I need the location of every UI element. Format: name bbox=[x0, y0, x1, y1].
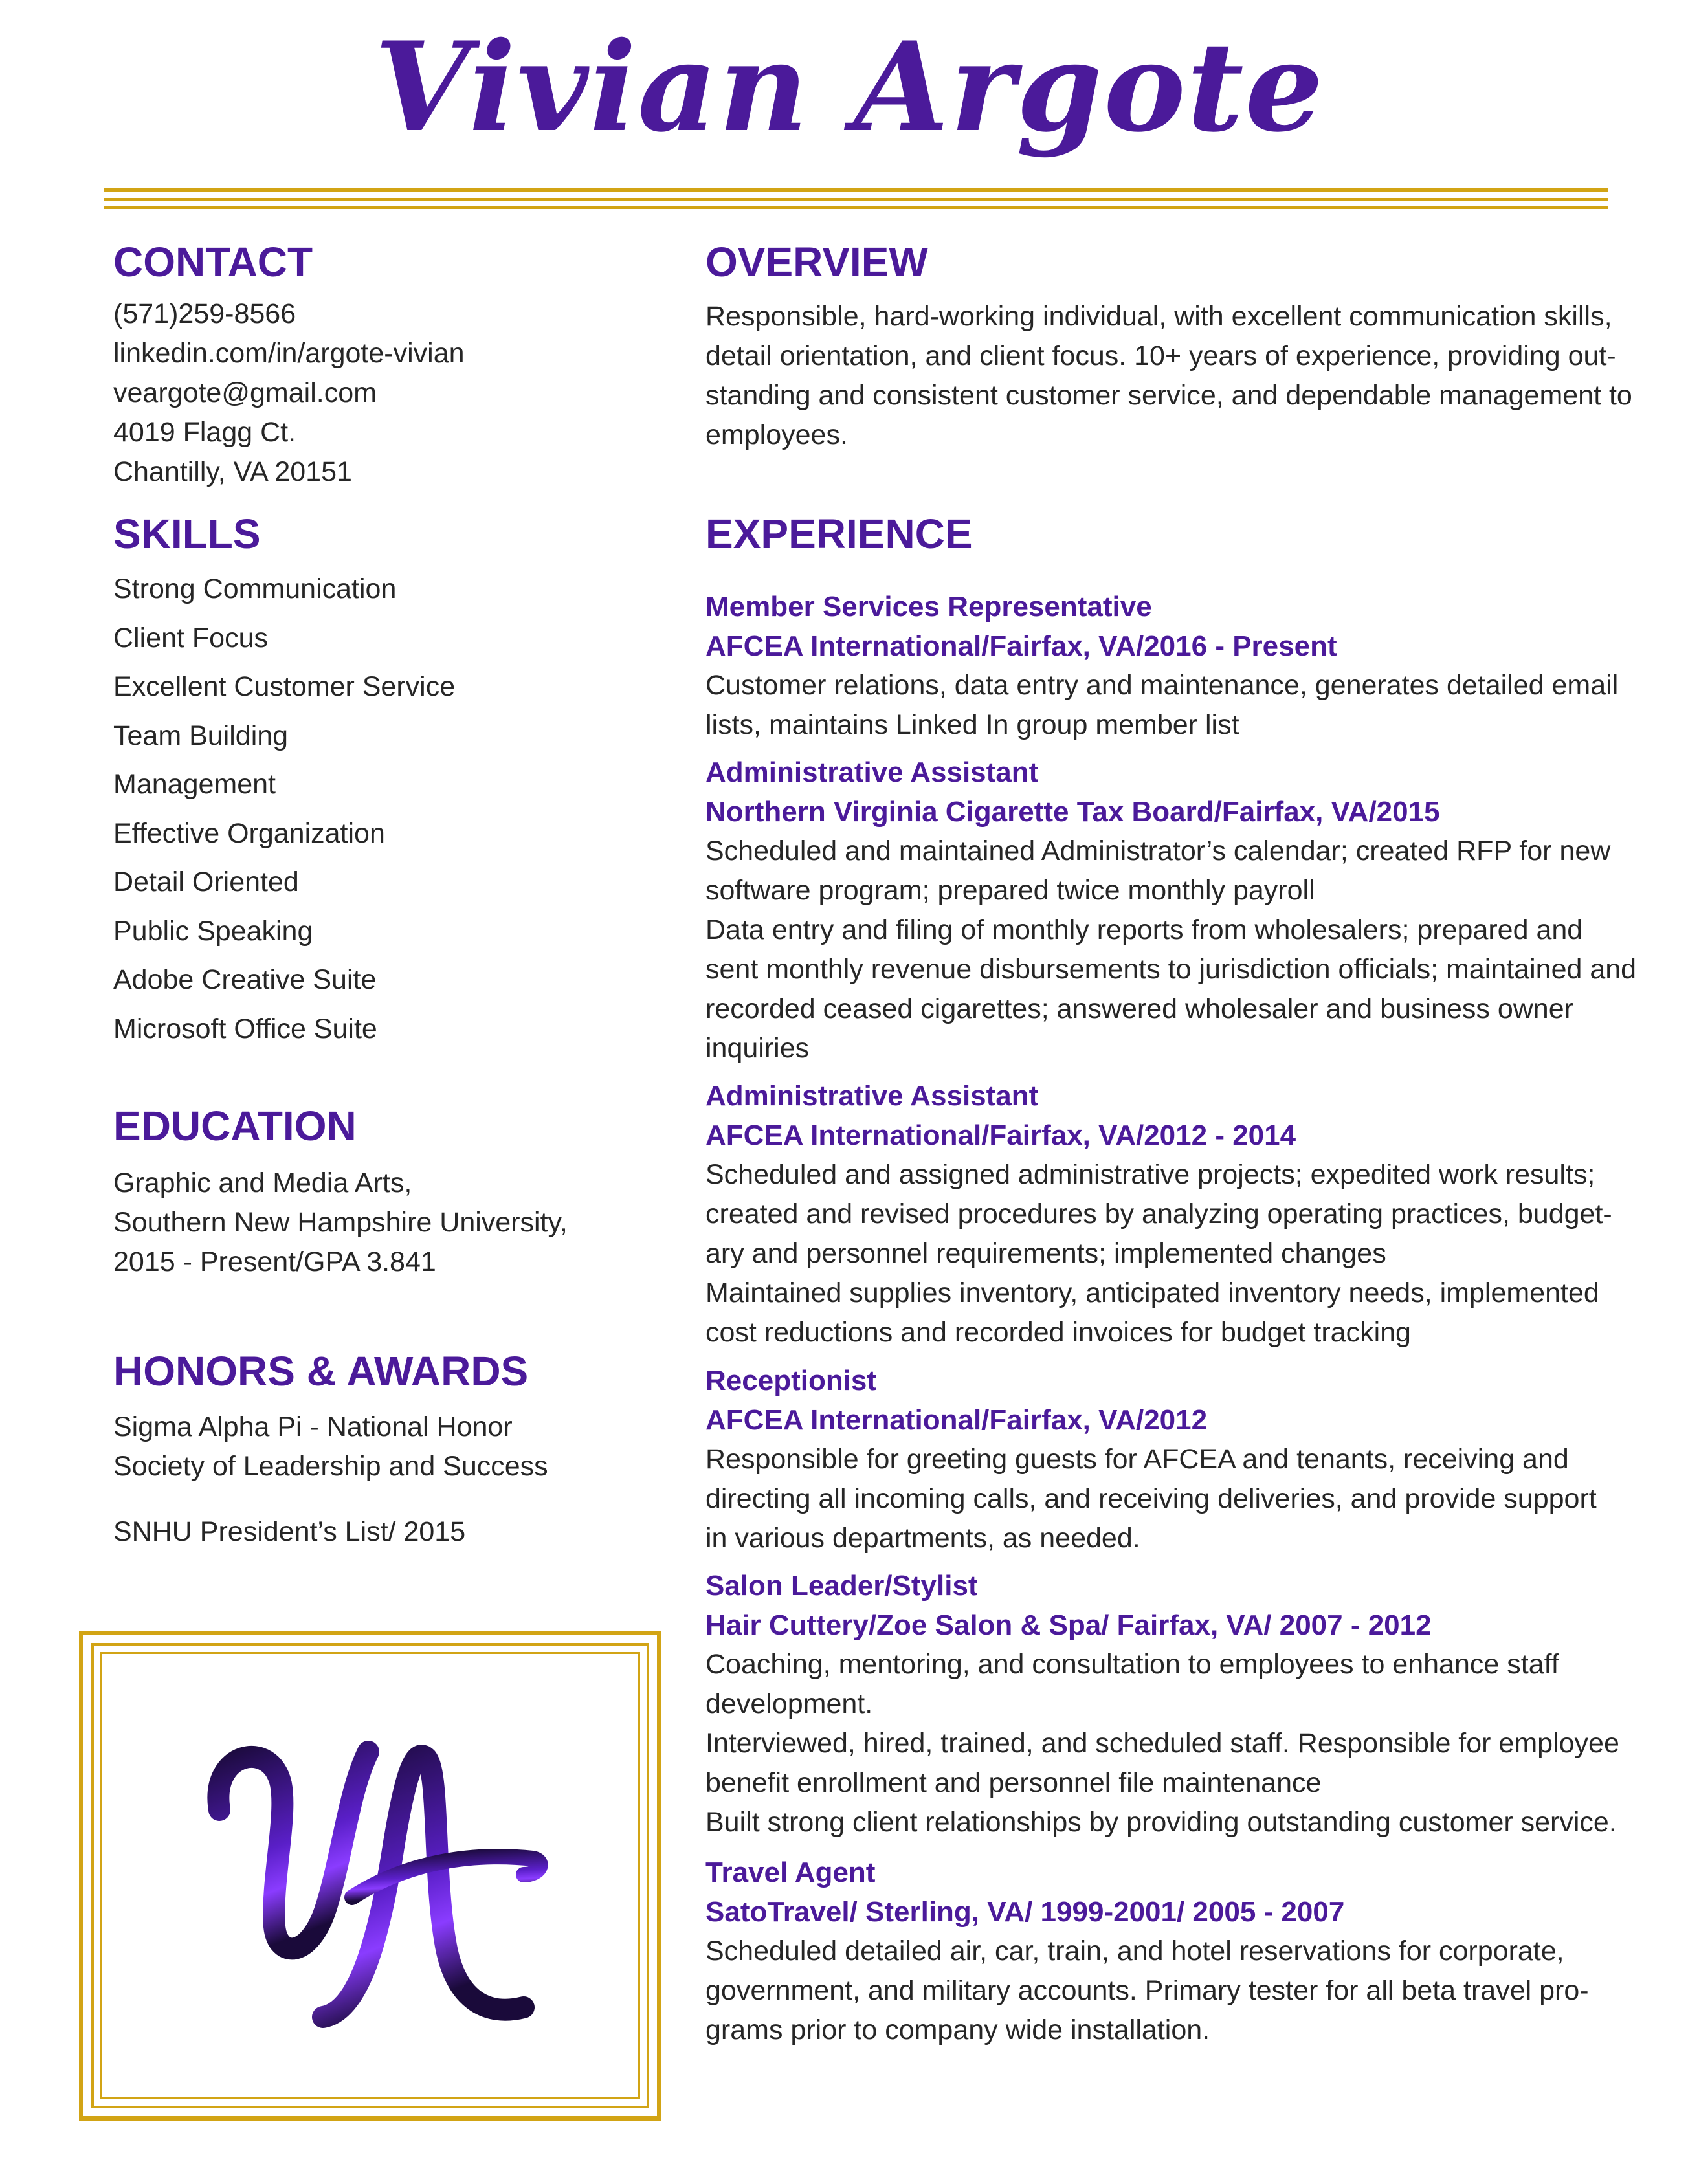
job-desc-line: Built strong client relationships by providing outstanding customer service. bbox=[705, 1807, 1617, 1838]
honors-block bbox=[113, 1407, 548, 1486]
contact-block bbox=[113, 294, 465, 492]
job-desc-line: lists, maintains Linked In group member list bbox=[705, 709, 1239, 740]
job-desc-line: software program; prepared twice monthly payroll bbox=[705, 875, 1315, 906]
skill-item: Strong Communication bbox=[113, 573, 397, 604]
education-line: 2015 - Present/GPA 3.841 bbox=[113, 1246, 436, 1277]
job-title: Member Services Representative bbox=[705, 591, 1152, 623]
overview-line: Responsible, hard-working individual, with excellent communication skills, bbox=[705, 301, 1612, 332]
job-entry bbox=[705, 753, 1637, 1068]
job-desc-line: Scheduled and assigned administrative projects; expedited work results; bbox=[705, 1159, 1595, 1190]
honors-heading: HONORS & AWARDS bbox=[113, 1348, 529, 1395]
overview-line: standing and consistent customer service, and dependable management to bbox=[705, 380, 1632, 411]
job-desc-line: Interviewed, hired, trained, and scheduled staff. Responsible for employee bbox=[705, 1728, 1619, 1759]
skill-item: Excellent Customer Service bbox=[113, 671, 456, 702]
job-desc-line: Customer relations, data entry and maintenance, generates detailed email bbox=[705, 670, 1619, 701]
skill-item: Team Building bbox=[113, 720, 289, 751]
job-org: AFCEA International/Fairfax, VA/2016 - Present bbox=[705, 630, 1337, 662]
overview-heading: OVERVIEW bbox=[705, 239, 928, 285]
job-desc-line: Responsible for greeting guests for AFCEA and tenants, receiving and bbox=[705, 1444, 1569, 1475]
overview-line: detail orientation, and client focus. 10+ years of experience, providing out- bbox=[705, 340, 1616, 371]
education-line: Southern New Hampshire University, bbox=[113, 1207, 568, 1238]
job-entry bbox=[705, 1853, 1625, 2050]
job-desc-line: cost reductions and recorded invoices for budget tracking bbox=[705, 1317, 1411, 1348]
skill-item: Microsoft Office Suite bbox=[113, 1013, 377, 1044]
skill-item: Adobe Creative Suite bbox=[113, 964, 377, 995]
job-desc-line: inquiries bbox=[705, 1033, 810, 1064]
skill-item: Public Speaking bbox=[113, 915, 313, 947]
job-entry bbox=[705, 1361, 1625, 1558]
job-org: Hair Cuttery/Zoe Salon & Spa/ Fairfax, VA/ 2007 - 2012 bbox=[705, 1609, 1432, 1641]
overview-line: employees. bbox=[705, 419, 848, 450]
job-org: Northern Virginia Cigarette Tax Board/Fairfax, VA/2015 bbox=[705, 796, 1440, 828]
skill-item: Effective Organization bbox=[113, 817, 385, 849]
job-title: Receptionist bbox=[705, 1365, 877, 1396]
honor-line: Society of Leadership and Success bbox=[113, 1451, 548, 1482]
contact-phone: (571)259-8566 bbox=[113, 298, 296, 329]
honor-presidents-list: SNHU President’s List/ 2015 bbox=[113, 1516, 466, 1547]
education-line: Graphic and Media Arts, bbox=[113, 1167, 412, 1198]
va-monogram-logo bbox=[194, 1713, 556, 2049]
job-org: AFCEA International/Fairfax, VA/2012 bbox=[705, 1404, 1208, 1436]
job-entry bbox=[705, 1566, 1625, 1842]
job-desc-line: directing all incoming calls, and receiving deliveries, and provide support bbox=[705, 1483, 1597, 1514]
education-block bbox=[113, 1164, 568, 1282]
skill-item: Detail Oriented bbox=[113, 866, 299, 898]
skills-heading: SKILLS bbox=[113, 511, 261, 557]
skill-item: Management bbox=[113, 769, 276, 800]
job-org: SatoTravel/ Sterling, VA/ 1999-2001/ 2005 - 2007 bbox=[705, 1896, 1345, 1928]
job-entry bbox=[705, 587, 1625, 745]
header-rule-3 bbox=[104, 206, 1608, 209]
job-title: Salon Leader/Stylist bbox=[705, 1570, 978, 1602]
job-desc-line: Data entry and filing of monthly reports from wholesalers; prepared and bbox=[705, 914, 1583, 945]
header-rule-2 bbox=[104, 198, 1608, 201]
job-desc-line: created and revised procedures by analyzing operating practices, budget- bbox=[705, 1198, 1612, 1230]
job-desc-line: development. bbox=[705, 1688, 873, 1719]
job-desc-line: recorded ceased cigarettes; answered wholesaler and business owner bbox=[705, 993, 1573, 1024]
header-rule-1 bbox=[104, 188, 1608, 192]
contact-heading: CONTACT bbox=[113, 239, 313, 285]
overview-block bbox=[705, 297, 1632, 455]
job-desc-line: Scheduled and maintained Administrator’s calendar; created RFP for new bbox=[705, 835, 1611, 866]
contact-email: veargote@gmail.com bbox=[113, 377, 377, 408]
name-title: Vivian Argote bbox=[374, 15, 1325, 159]
job-desc-line: Coaching, mentoring, and consultation to employees to enhance staff bbox=[705, 1649, 1559, 1680]
job-desc-line: sent monthly revenue disbursements to jurisdiction officials; maintained and bbox=[705, 954, 1637, 985]
job-desc-line: in various departments, as needed. bbox=[705, 1523, 1140, 1554]
job-desc-line: Maintained supplies inventory, anticipated inventory needs, implemented bbox=[705, 1277, 1599, 1308]
education-heading: EDUCATION bbox=[113, 1103, 357, 1149]
honor-line: Sigma Alpha Pi - National Honor bbox=[113, 1411, 513, 1442]
job-org: AFCEA International/Fairfax, VA/2012 - 2014 bbox=[705, 1120, 1296, 1151]
job-desc-line: government, and military accounts. Primary tester for all beta travel pro- bbox=[705, 1975, 1589, 2006]
experience-heading: EXPERIENCE bbox=[705, 511, 973, 557]
skill-item: Client Focus bbox=[113, 622, 268, 654]
contact-street: 4019 Flagg Ct. bbox=[113, 417, 296, 448]
skills-list bbox=[113, 565, 455, 1053]
contact-linkedin: linkedin.com/in/argote-vivian bbox=[113, 338, 465, 369]
monogram-frame bbox=[79, 1631, 661, 2121]
job-desc-line: benefit enrollment and personnel file maintenance bbox=[705, 1767, 1322, 1798]
contact-city: Chantilly, VA 20151 bbox=[113, 456, 352, 487]
job-title: Travel Agent bbox=[705, 1857, 876, 1888]
job-title: Administrative Assistant bbox=[705, 1080, 1039, 1112]
job-desc-line: Scheduled detailed air, car, train, and hotel reservations for corporate, bbox=[705, 1936, 1564, 1967]
job-desc-line: grams prior to company wide installation. bbox=[705, 2014, 1210, 2046]
job-title: Administrative Assistant bbox=[705, 756, 1039, 788]
job-desc-line: ary and personnel requirements; implemented changes bbox=[705, 1238, 1386, 1269]
job-entry bbox=[705, 1076, 1625, 1352]
